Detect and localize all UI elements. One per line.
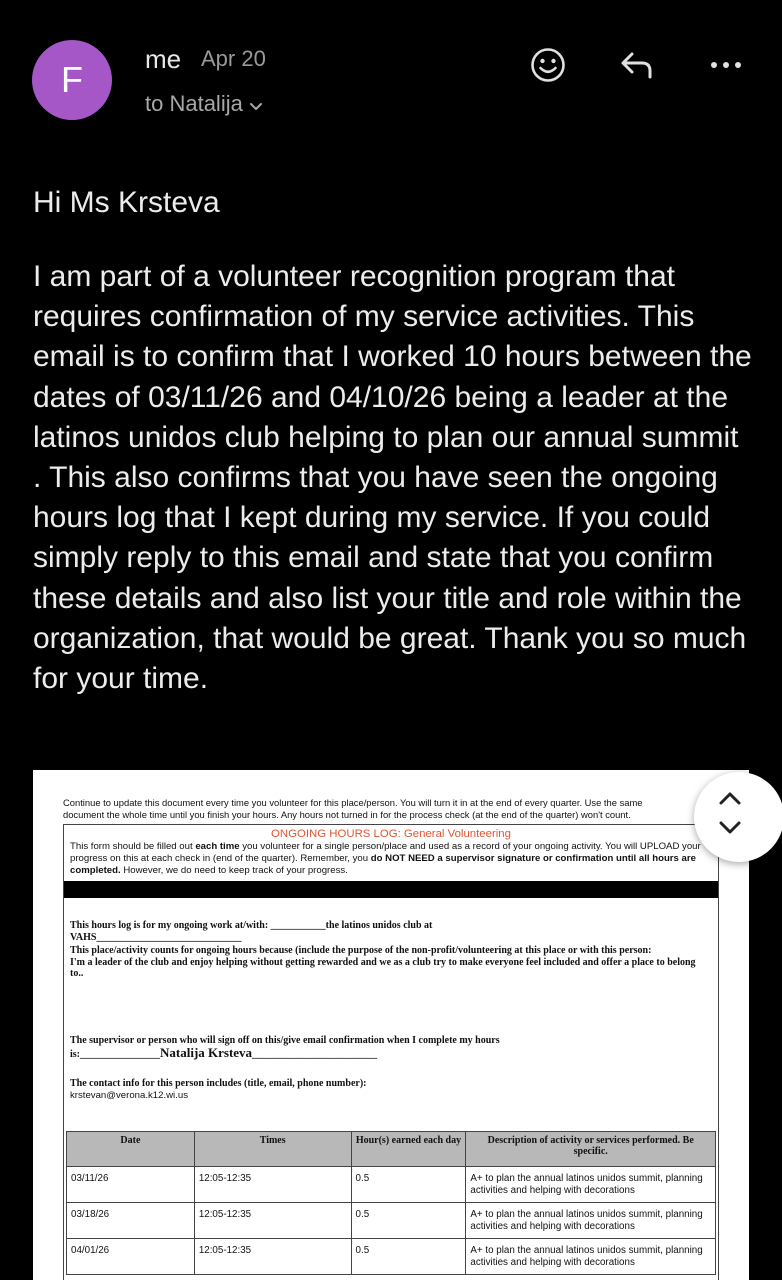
recipient-label: to Natalija [145,91,243,116]
cell-hours: 0.5 [351,1239,466,1275]
cell-date: 03/18/26 [67,1203,195,1239]
contact-label: The contact info for this person includes (title, email, phone number): [70,1078,367,1089]
desc-text: each time [195,841,240,852]
hours-log-document [63,770,719,1280]
supervisor-label: The supervisor or person who will sign off on this/give email confirmation when I complete my hours [70,1035,500,1046]
attachment-preview[interactable] [33,770,749,1280]
reply-icon[interactable] [612,40,662,90]
emoji-reaction-icon[interactable] [523,40,573,90]
table-row [67,1239,716,1275]
desc-text: This form should be filled out [70,841,196,852]
chevron-up-icon[interactable] [718,790,742,811]
table-header: Description of activity or services performed. Be specific. [466,1132,716,1167]
sent-date: Apr 20 [201,46,266,71]
table-header-row [67,1132,716,1167]
work-at-label: This hours log is for my ongoing work at/with: ___________the latinos unidos club at [70,920,433,931]
sender-name: me [145,44,182,74]
chevron-down-icon [249,92,263,118]
doc-title: ONGOING HOURS LOG: General Volunteering [271,828,511,840]
email-greeting: Hi Ms Krsteva [33,186,220,219]
doc-description [64,841,718,877]
cell-time: 12:05-12:35 [194,1239,351,1275]
cell-desc: A+ to plan the annual latinos unidos summit, planning activities and helping with decorations [466,1203,716,1239]
table-row [67,1167,716,1203]
hours-table [66,1131,716,1275]
supervisor-prefix: is:________________ [70,1048,160,1060]
recipient-toggle[interactable] [145,91,263,118]
section-divider [64,881,718,898]
contact-value: krstevan@verona.k12.wi.us [70,1089,188,1101]
cell-hours: 0.5 [351,1203,466,1239]
purpose-label: This place/activity counts for ongoing hours because (include the purpose of the non-profit/volunteering at this place or with this person: [70,945,652,956]
table-header: Hour(s) earned each day [351,1132,466,1167]
cell-date: 03/11/26 [67,1167,195,1203]
desc-text: do NOT NEED a supervisor signature or confirmation until all hours are completed. [70,853,696,876]
supervisor-name: Natalija Krsteva [160,1044,253,1060]
work-at-field [70,920,710,943]
supervisor-suffix: _________________________ [252,1048,378,1060]
log-form [63,824,719,1280]
doc-intro [63,770,719,821]
work-at-line2: VAHS_____________________________ [70,931,242,943]
table-row [67,1203,716,1239]
email-header [0,0,782,150]
doc-intro-line: document the whole time until you finish your hours. Any hours not turned in for the process check (at the end of the quarter) won't count. [63,809,631,820]
purpose-text: I'm a leader of the club and enjoy helping without getting rewarded and we as a club try to make everyone feel included and offer a place to belong to.. [70,956,696,979]
avatar[interactable]: F [32,40,112,120]
cell-time: 12:05-12:35 [194,1203,351,1239]
chevron-down-icon[interactable] [718,820,742,841]
doc-intro-line: Continue to update this document every time you volunteer for this place/person. You will turn it in at the end of every quarter. Use the same [63,797,643,808]
more-options-icon[interactable] [701,40,751,90]
cell-desc: A+ to plan the annual latinos unidos summit, planning activities and helping with decorations [466,1167,716,1203]
table-header: Date [67,1132,195,1167]
table-header: Times [194,1132,351,1167]
supervisor-field [70,1035,710,1060]
desc-text: However, we do need to keep track of your progress. [120,865,348,876]
contact-field [70,1078,710,1101]
desc-text: you volunteer for a single person/place and used as a record of your ongoing activity. You will UPLOAD your progress on this at each check in (end of the quarter). Remember, you [70,841,701,864]
cell-time: 12:05-12:35 [194,1167,351,1203]
purpose-field [70,945,710,980]
email-body: I am part of a volunteer recognition program that requires confirmation of my service activities. This email is to confirm that I worked 10 hours between the dates of 03/11/26 and 04/10/26 being a leader at the latinos unidos club helping to plan our annual summit . This also confirms that you have seen the ongoing hours log that I kept during my service. If you could simply reply to this email and state that you confirm these details and also list your title and role within the organization, that would be great. Thank you so much for your time. [33,260,752,696]
scroll-nav-button[interactable] [694,772,782,862]
cell-date: 04/01/26 [67,1239,195,1275]
cell-desc: A+ to plan the annual latinos unidos summit, planning activities and helping with decorations [466,1239,716,1275]
cell-hours: 0.5 [351,1167,466,1203]
